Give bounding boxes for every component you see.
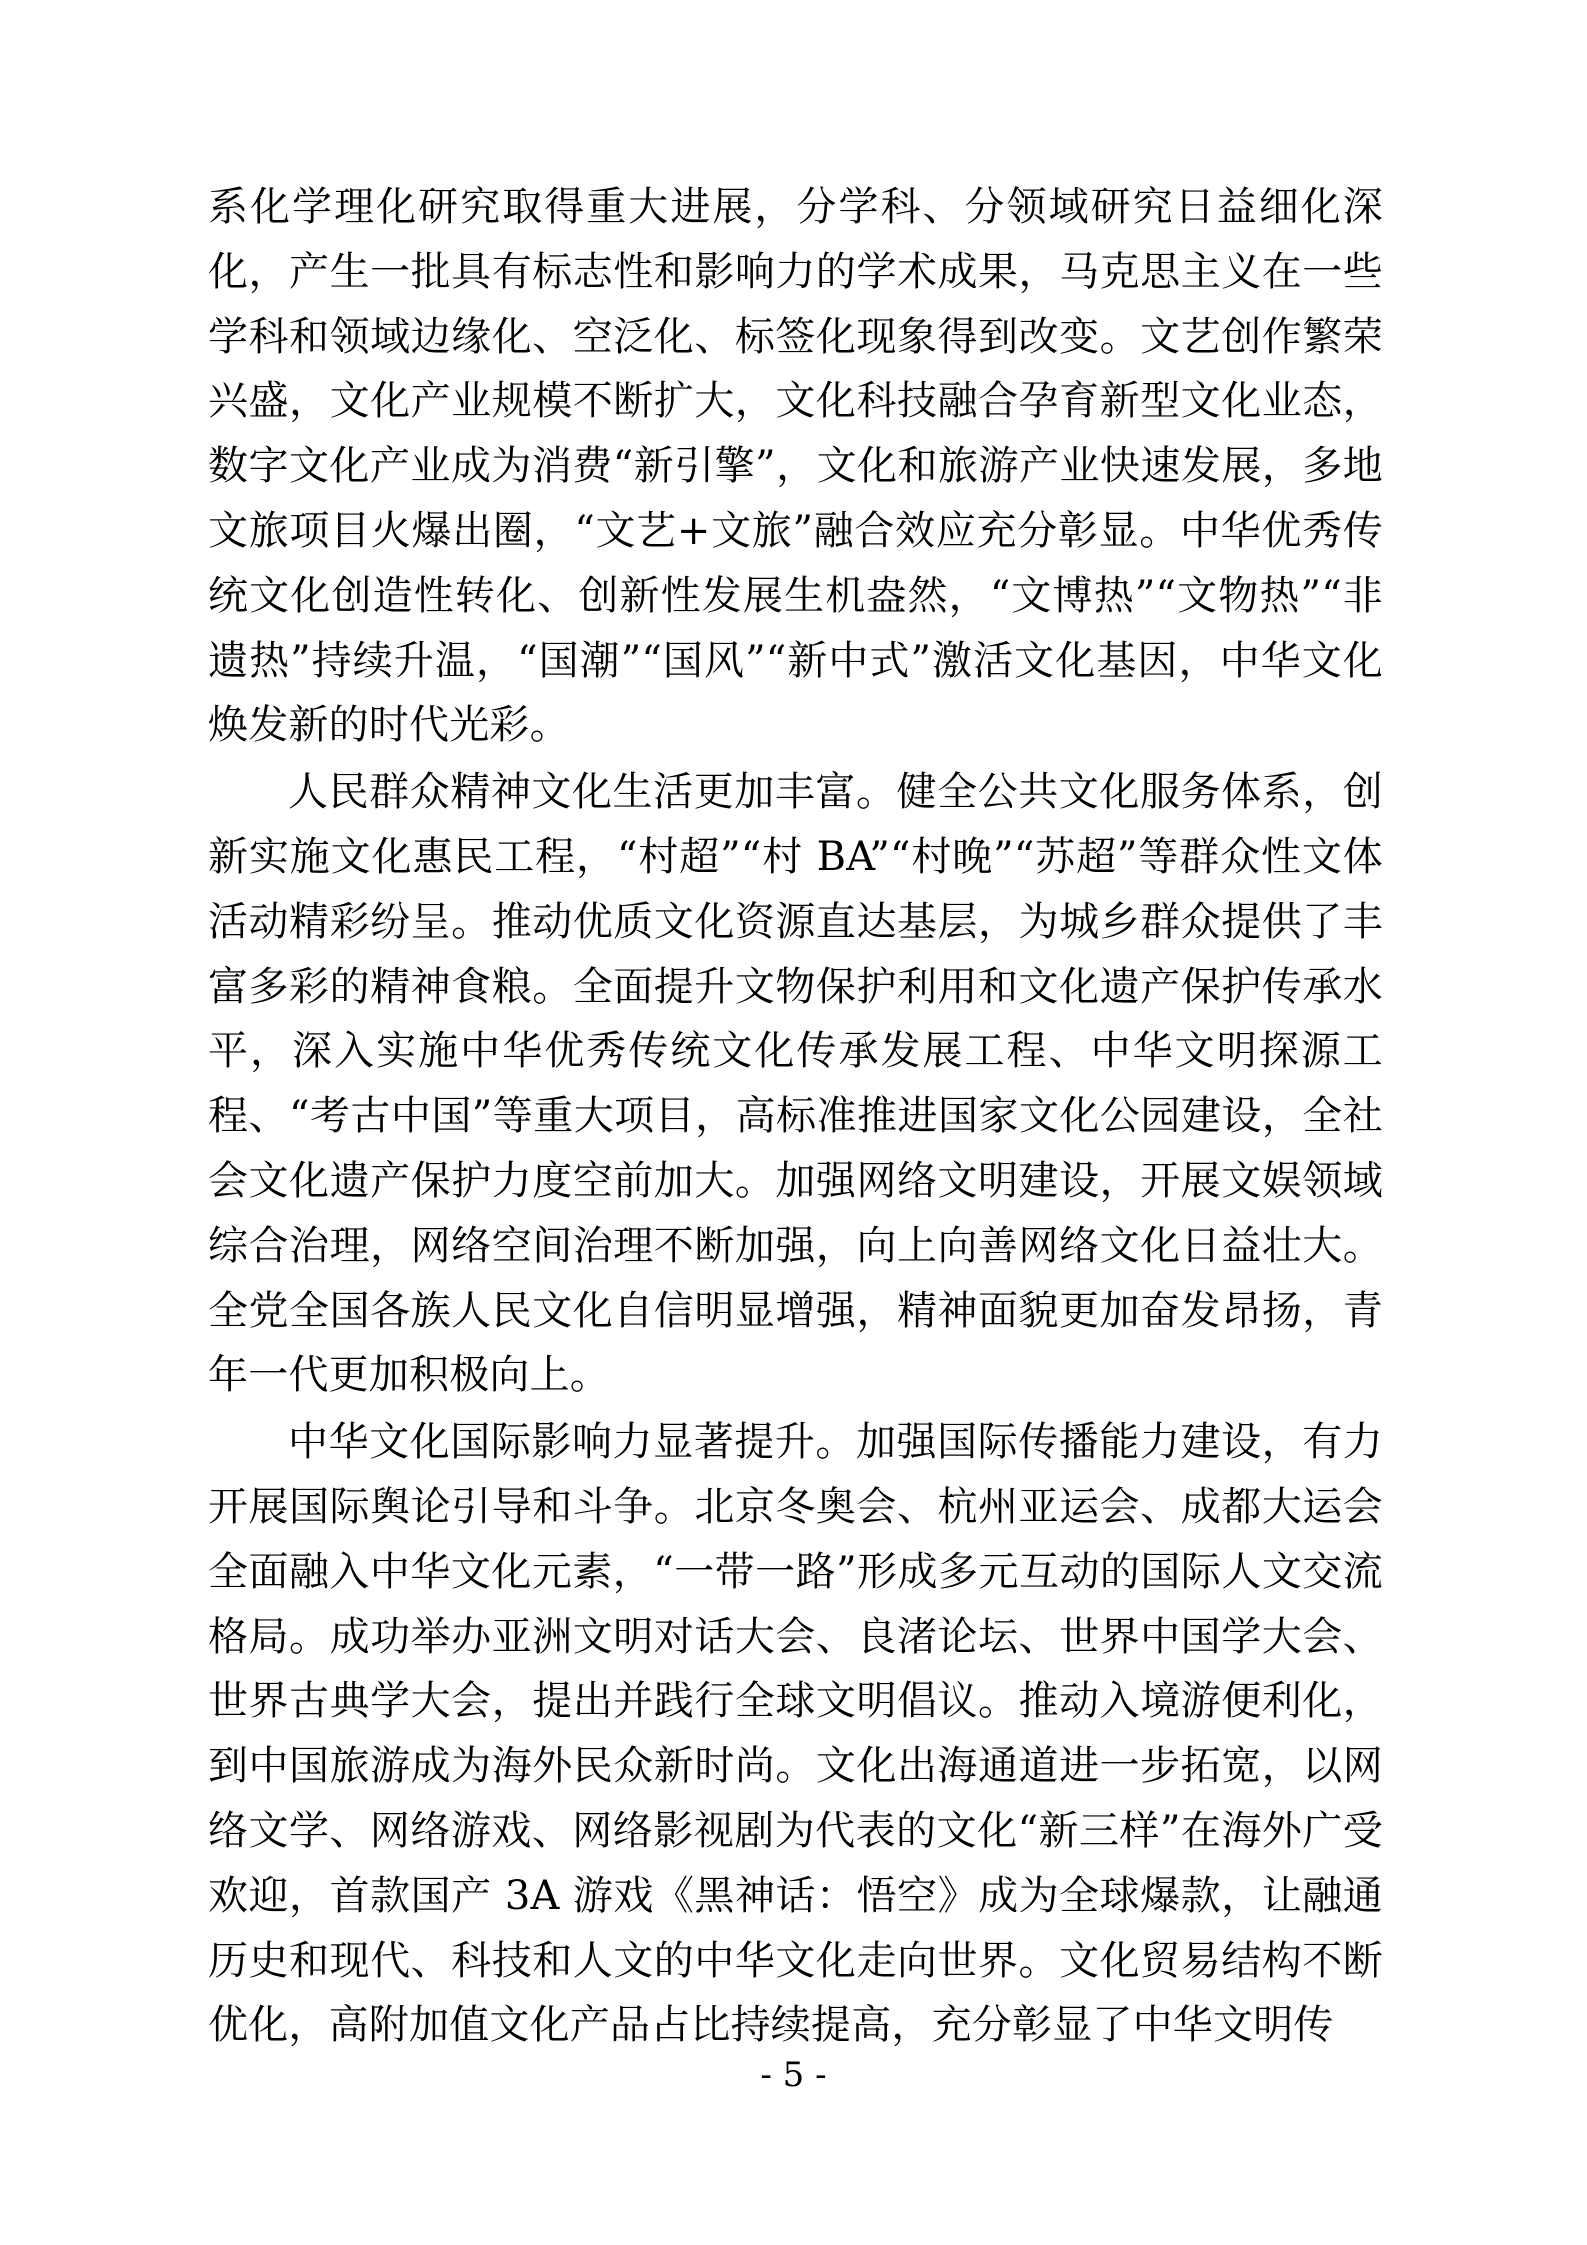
body-paragraph: 系化学理化研究取得重大进展，分学科、分领域研究日益细化深化，产生一批具有标志性和影响力的学术成果，马克思主义在一些学科和领域边缘化、空泛化、标签化现象得到改变。文艺创作繁荣兴盛，文化产业规模不断扩大，文化科技融合孕育新型文化业态，数字文化产业成为消费“新引擎”，文化和旅游产业快速发展，多地文旅项目火爆出圈，“文艺+文旅”融合效应充分彰显。中华优秀传统文化创造性转化、创新性发展生机盎然，“文博热”“文物热”“非遗热”持续升温，“国潮”“国风”“新中式”激活文化基因，中华文化焕发新的时代光彩。 bbox=[208, 184, 1383, 749]
page-body bbox=[208, 175, 1383, 2060]
page-number: - 5 - bbox=[760, 2055, 827, 2095]
body-paragraph: 中华文化国际影响力显著提升。加强国际传播能力建设，有力开展国际舆论引导和斗争。北京冬奥会、杭州亚运会、成都大运会全面融入中华文化元素，“一带一路”形成多元互动的国际人文交流格局。成功举办亚洲文明对话大会、良渚论坛、世界中国学大会、世界古典学大会，提出并践行全球文明倡议。推动入境游便利化，到中国旅游成为海外民众新时尚。文化出海通道进一步拓宽，以网络文学、网络游戏、网络影视剧为代表的文化“新三样”在海外广受欢迎，首款国产 3A 游戏《黑神话：悟空》成为全球爆款，让融通历史和现代、科技和人文的中华文化走向世界。文化贸易结构不断优化，高附加值文化产品占比持续提高，充分彰显了中华文明传 bbox=[208, 1419, 1383, 2049]
body-paragraph: 人民群众精神文化生活更加丰富。健全公共文化服务体系，创新实施文化惠民工程，“村超”“村 BA”“村晚”“苏超”等群众性文体活动精彩纷呈。推动优质文化资源直达基层，为城乡群众提供了丰富多彩的精神食粮。全面提升文物保护利用和文化遗产保护传承水平，深入实施中华优秀传统文化传承发展工程、中华文明探源工程、“考古中国”等重大项目，高标准推进国家文化公园建设，全社会文化遗产保护力度空前加大。加强网络文明建设，开展文娱领域综合治理，网络空间治理不断加强，向上向善网络文化日益壮大。全党全国各族人民文化自信明显增强，精神面貌更加奋发昂扬，青年一代更加积极向上。 bbox=[208, 769, 1383, 1399]
